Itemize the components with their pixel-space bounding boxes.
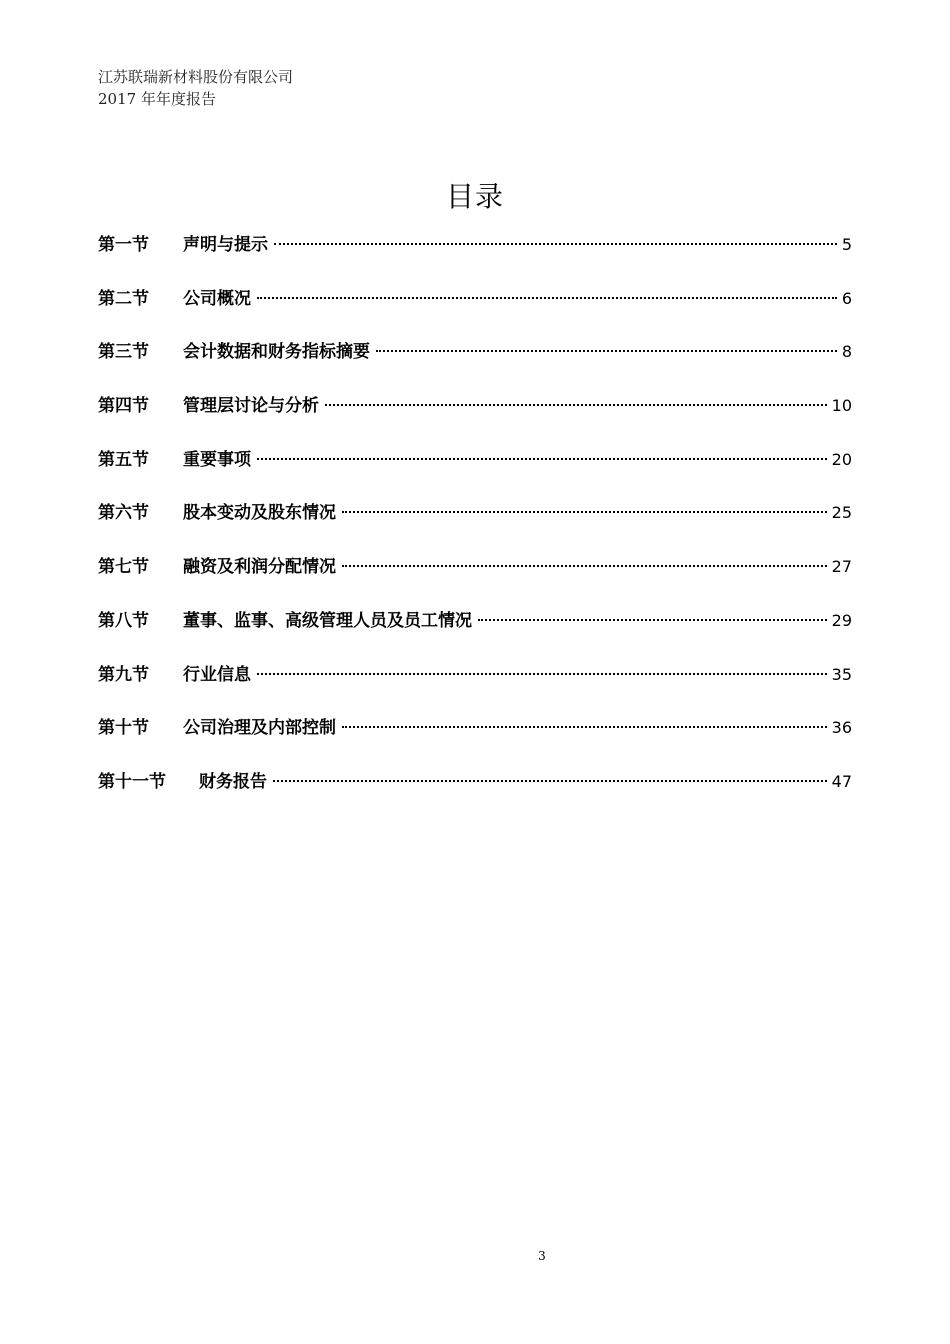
toc-section-heading: 管理层讨论与分析 (183, 396, 319, 417)
page-header (98, 66, 293, 110)
toc-page-number: 27 (831, 557, 852, 577)
company-name: 江苏联瑞新材料股份有限公司 (98, 68, 294, 86)
toc-page-number: 47 (831, 771, 852, 791)
page-number: 3 (538, 1249, 546, 1263)
toc-entry[interactable] (98, 282, 852, 336)
toc-dot-leader (478, 619, 827, 621)
toc-page-number: 20 (831, 449, 852, 469)
toc-dot-leader (257, 297, 837, 299)
toc-section-number: 第一节 (98, 235, 149, 255)
toc-page-number: 5 (841, 235, 852, 254)
toc-dot-leader (257, 673, 827, 675)
toc-dot-leader (274, 243, 837, 245)
toc-section-number: 第六节 (98, 503, 149, 524)
toc-section-heading: 融资及利润分配情况 (183, 557, 336, 578)
toc-section-number: 第九节 (98, 664, 149, 685)
toc-section-number: 第四节 (98, 396, 149, 417)
toc-section-heading: 公司概况 (183, 288, 251, 309)
toc-entry[interactable] (98, 443, 852, 497)
toc-page-number: 29 (831, 610, 852, 630)
toc-section-heading: 声明与提示 (183, 235, 268, 255)
toc-section-heading: 重要事项 (183, 449, 251, 470)
table-of-contents (98, 228, 852, 819)
toc-entry[interactable] (98, 604, 852, 658)
toc-page-number: 25 (831, 503, 852, 523)
toc-dot-leader (342, 726, 827, 728)
toc-section-number: 第二节 (98, 288, 149, 309)
toc-entry[interactable] (98, 228, 852, 282)
toc-dot-leader (325, 404, 827, 406)
toc-section-number: 第五节 (98, 449, 149, 470)
toc-dot-leader (273, 780, 827, 782)
toc-section-number: 第十节 (98, 718, 149, 739)
toc-entry[interactable] (98, 335, 852, 389)
toc-page-number: 10 (831, 396, 852, 416)
toc-section-heading: 董事、监事、高级管理人员及员工情况 (183, 610, 472, 631)
toc-entry[interactable] (98, 496, 852, 550)
toc-page-number: 6 (841, 288, 852, 308)
toc-entry[interactable] (98, 550, 852, 604)
report-title: 2017 年年度报告 (98, 90, 216, 108)
toc-entry[interactable] (98, 765, 852, 819)
toc-entry[interactable] (98, 389, 852, 443)
toc-section-number: 第十一节 (98, 771, 166, 792)
toc-entry[interactable] (98, 711, 852, 765)
toc-dot-leader (342, 511, 827, 513)
toc-section-number: 第八节 (98, 610, 149, 631)
toc-page-number: 36 (831, 718, 852, 738)
toc-dot-leader (342, 565, 827, 567)
toc-section-heading: 公司治理及内部控制 (183, 718, 336, 739)
toc-section-heading: 行业信息 (183, 664, 251, 685)
toc-page-number: 35 (831, 664, 852, 684)
toc-section-number: 第七节 (98, 557, 149, 578)
toc-title: 目录 (445, 179, 504, 213)
toc-section-heading: 会计数据和财务指标摘要 (183, 342, 370, 363)
toc-section-number: 第三节 (98, 342, 149, 363)
toc-dot-leader (376, 350, 837, 352)
toc-section-heading: 财务报告 (199, 771, 267, 792)
toc-entry[interactable] (98, 658, 852, 712)
toc-dot-leader (257, 458, 827, 460)
toc-section-heading: 股本变动及股东情况 (183, 503, 336, 524)
toc-page-number: 8 (841, 342, 852, 362)
